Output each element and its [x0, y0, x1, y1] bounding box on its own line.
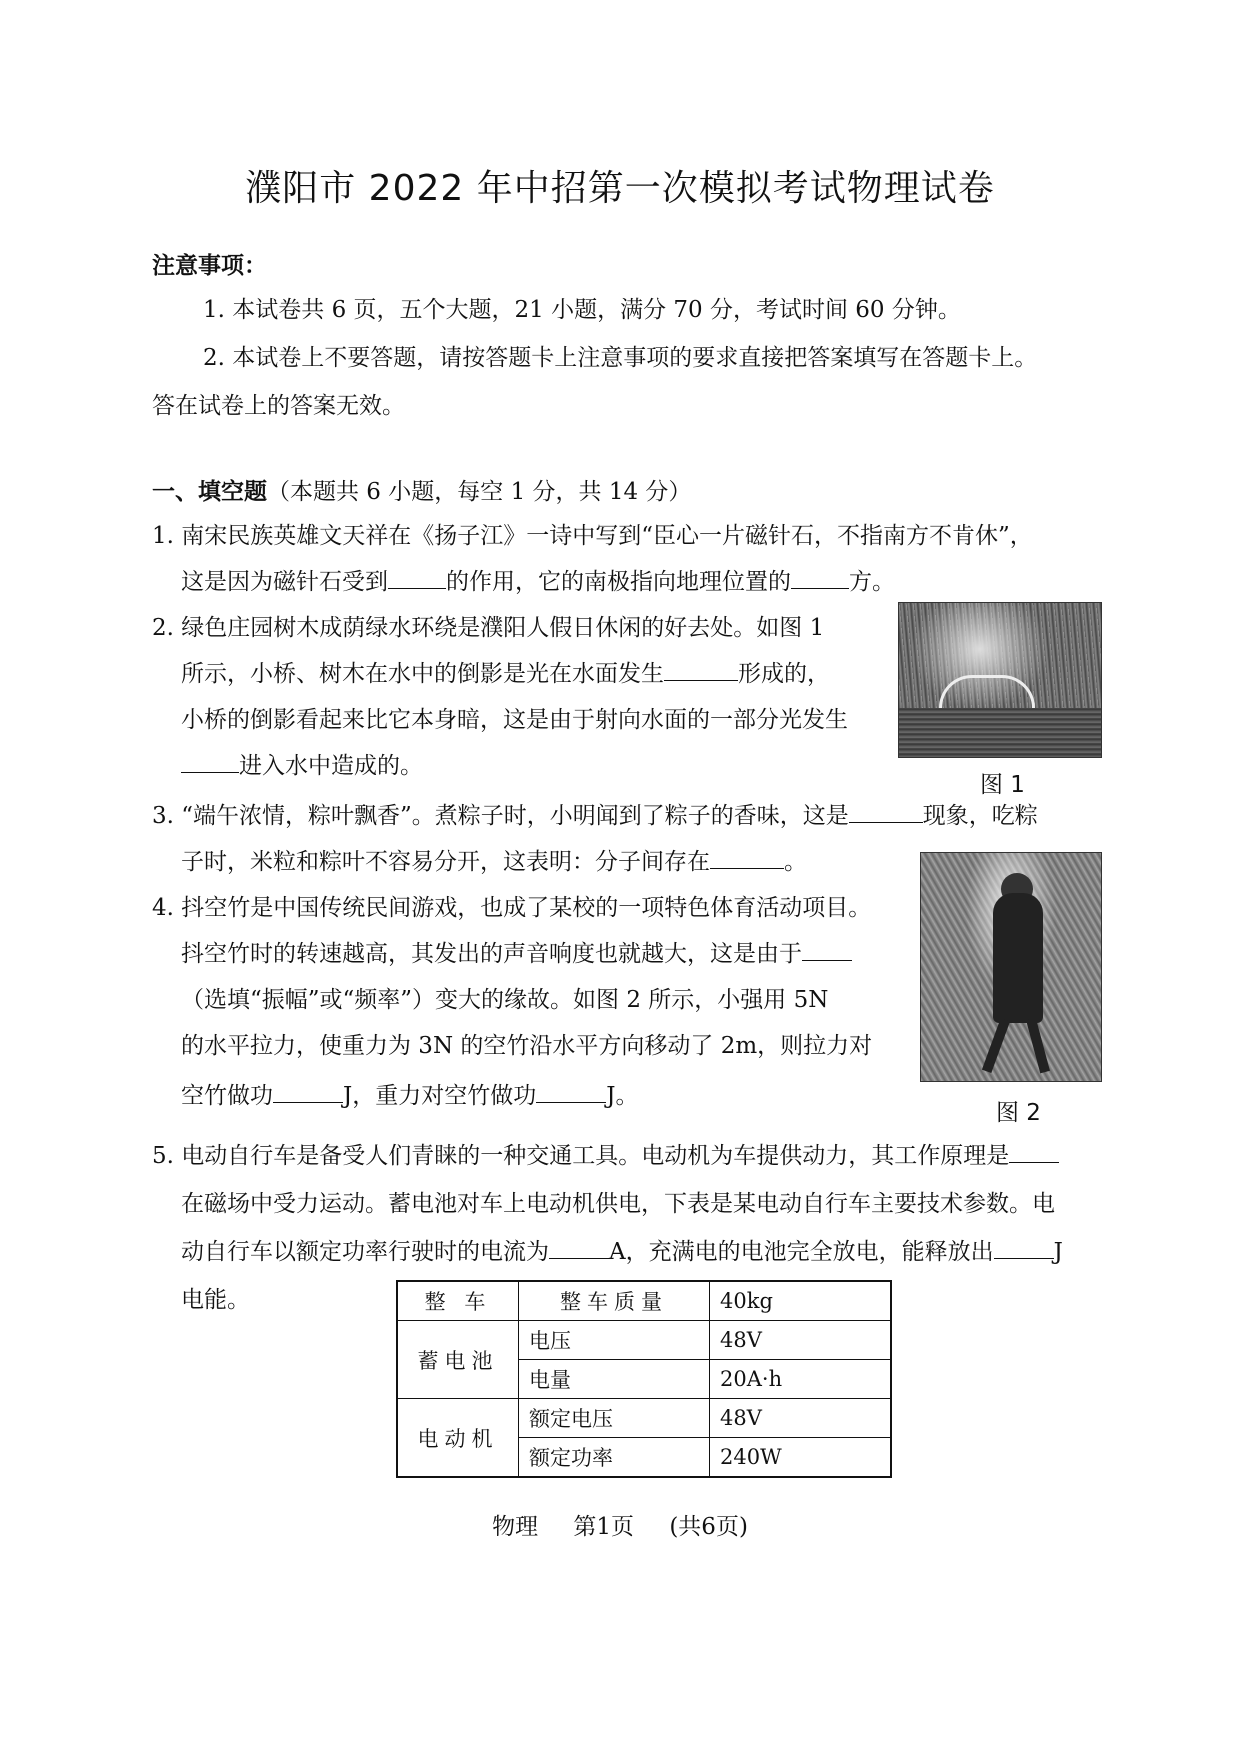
q4-line-4: 的水平拉力，使重力为 3N 的空竹沿水平方向移动了 2m，则拉力对 [181, 1033, 873, 1059]
q5-blank-3 [994, 1238, 1054, 1259]
q4-line-3: （选填“振幅”或“频率”）变大的缘故。如图 2 所示，小强用 5N [181, 987, 829, 1013]
q4-line-2 [181, 938, 852, 970]
table-cell-group: 整 车 [397, 1281, 519, 1321]
player-leg-left [982, 1018, 1010, 1073]
table-row [397, 1321, 891, 1360]
q5-line-3 [181, 1236, 1063, 1268]
q2-blank-2 [181, 752, 239, 773]
q2-line-2 [181, 658, 830, 690]
player-body [993, 893, 1043, 1023]
section-note: （本题共 6 小题，每空 1 分，共 14 分） [267, 479, 692, 505]
q5-line-1 [152, 1140, 1059, 1172]
q4-line-1: 4. 抖空竹是中国传统民间游戏，也成了某校的一项特色体育活动项目。 [152, 895, 872, 921]
q1-line-2 [181, 566, 895, 598]
q2-line-1: 2. 绿色庄园树木成荫绿水环绕是濮阳人假日休闲的好去处。如图 1 [152, 615, 825, 641]
q2-line-3: 小桥的倒影看起来比它本身暗，这是由于射向水面的一部分光发生 [181, 707, 848, 733]
q4-text-c: J，重力对空竹做功 [343, 1083, 537, 1109]
notice-item-2-cont: 答在试卷上的答案无效。 [152, 393, 405, 419]
q3-line-2 [181, 846, 807, 878]
table-cell-group: 蓄电池 [397, 1321, 519, 1399]
player-leg-right [1026, 1018, 1050, 1074]
q1-text-c: 方。 [849, 569, 895, 595]
page-footer: 物理 第1页 (共6页) [492, 1514, 748, 1540]
q4-line-5 [181, 1080, 638, 1112]
page-title: 濮阳市 2022 年中招第一次模拟考试物理试卷 [245, 168, 995, 209]
q2-line-4 [181, 750, 423, 782]
q5-text-c: A，充满电的电池完全放电，能释放出 [609, 1239, 994, 1265]
q5-text-b: 动自行车以额定功率行驶时的电流为 [181, 1239, 549, 1265]
q5-blank-2 [549, 1238, 609, 1259]
section-title: 一、填空题 [152, 479, 267, 505]
q1-text-b: 的作用，它的南极指向地理位置的 [446, 569, 791, 595]
q1-text-a: 这是因为磁针石受到 [181, 569, 388, 595]
q1-blank-1 [388, 568, 446, 589]
q4-text-b: 空竹做功 [181, 1083, 273, 1109]
q3-text-d: 。 [784, 849, 807, 875]
q4-blank-3 [536, 1082, 606, 1103]
table-row [397, 1281, 891, 1321]
section-1-heading [152, 476, 691, 508]
bike-spec-table [396, 1280, 892, 1478]
q3-line-1 [152, 800, 1038, 832]
q1-line-1: 1. 南宋民族英雄文天祥在《扬子江》一诗中写到“臣心一片磁针石，不指南方不肯休”， [152, 523, 1033, 549]
table-cell-value: 48V [710, 1321, 892, 1360]
table-cell-value: 40kg [710, 1281, 892, 1321]
figure-2-caption: 图 2 [996, 1100, 1041, 1126]
bridge-shape [939, 675, 1035, 708]
q5-line-4: 电能。 [181, 1287, 250, 1313]
q4-blank-1 [802, 940, 852, 961]
figure-1-caption: 图 1 [980, 772, 1025, 798]
figure-1-bridge-photo [898, 602, 1102, 758]
q3-text-c: 子时，米粒和粽叶不容易分开，这表明：分子间存在 [181, 849, 710, 875]
table-cell-param: 额定电压 [519, 1399, 710, 1438]
water-reflection [899, 708, 1101, 757]
q5-text-d: J [1053, 1239, 1063, 1265]
notice-item-1: 1. 本试卷共 6 页，五个大题，21 小题，满分 70 分，考试时间 60 分钟。 [203, 297, 961, 323]
q2-text-b: 形成的， [738, 661, 830, 687]
notice-heading: 注意事项： [152, 253, 267, 279]
table-cell-param: 电压 [519, 1321, 710, 1360]
q4-text-a: 抖空竹时的转速越高，其发出的声音响度也就越大，这是由于 [181, 941, 802, 967]
q2-text-a: 所示，小桥、树木在水中的倒影是光在水面发生 [181, 661, 664, 687]
table-cell-group: 电动机 [397, 1399, 519, 1478]
table-cell-value: 48V [710, 1399, 892, 1438]
notice-item-2: 2. 本试卷上不要答题，请按答题卡上注意事项的要求直接把答案填写在答题卡上。 [203, 345, 1038, 371]
q4-blank-2 [273, 1082, 343, 1103]
q4-text-d: J。 [606, 1083, 639, 1109]
table-row [397, 1399, 891, 1438]
table-cell-value: 20A·h [710, 1360, 892, 1399]
table-cell-value: 240W [710, 1438, 892, 1478]
q3-blank-2 [710, 848, 784, 869]
figure-2-diabolo-photo [920, 852, 1102, 1082]
q3-text-b: 现象，吃粽 [922, 803, 1038, 829]
q2-text-c: 进入水中造成的。 [239, 753, 423, 779]
table-cell-param: 整车质量 [519, 1281, 710, 1321]
q5-text-a: 5. 电动自行车是备受人们青睐的一种交通工具。电动机为车提供动力，其工作原理是 [152, 1143, 1010, 1169]
q5-line-2: 在磁场中受力运动。蓄电池对车上电动机供电，下表是某电动自行车主要技术参数。电 [181, 1191, 1055, 1217]
q3-blank-1 [849, 802, 923, 823]
q5-blank-1 [1009, 1142, 1059, 1163]
table-cell-param: 电量 [519, 1360, 710, 1399]
q3-text-a: 3. “端午浓情，粽叶飘香”。煮粽子时，小明闻到了粽子的香味，这是 [152, 803, 849, 829]
table-cell-param: 额定功率 [519, 1438, 710, 1478]
q2-blank-1 [664, 660, 738, 681]
q1-blank-2 [791, 568, 849, 589]
